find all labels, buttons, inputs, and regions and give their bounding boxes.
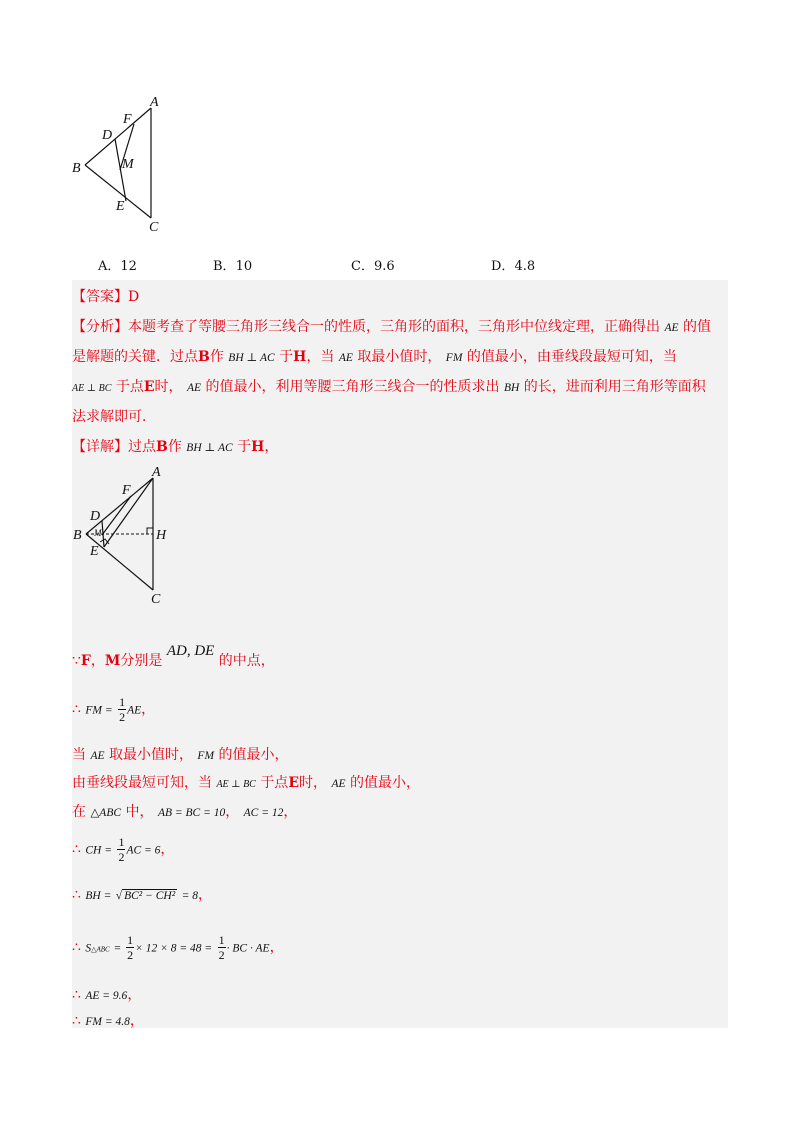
analysis-label: 【分析】: [72, 319, 128, 335]
math-ae-perp-bc: AE ⊥ BC: [72, 383, 112, 394]
step-text: 时，: [298, 775, 327, 791]
analysis-text: 取最小值时，: [357, 349, 442, 365]
step-text: ，: [90, 653, 105, 669]
analysis-text: 的值最小，利用等腰三角形三线合一的性质求出: [205, 379, 500, 395]
step-text: 于点: [260, 775, 289, 791]
option-a[interactable]: [98, 255, 137, 274]
step-text: 中，: [125, 804, 154, 820]
analysis-line-3: [72, 376, 706, 396]
step-9: [72, 984, 141, 1004]
detail-text: ，: [264, 439, 279, 455]
math-ae: AE: [186, 382, 202, 394]
math-s-sub: △ABC: [91, 945, 110, 954]
step-text: 当: [72, 747, 86, 763]
label-H: H: [156, 528, 167, 543]
option-letter: A．: [98, 259, 121, 274]
option-d[interactable]: [491, 255, 535, 274]
math-ae: AE: [90, 750, 105, 762]
denominator: 2: [119, 710, 126, 724]
comma: ，: [198, 887, 213, 903]
step-text: 的中点，: [218, 653, 275, 669]
therefore-symbol: ∴: [72, 1013, 81, 1029]
because-symbol: ∵: [72, 653, 81, 669]
comma: ，: [269, 939, 284, 956]
figure-1: [60, 90, 180, 240]
step-text: 由垂线段最短可知，当: [72, 775, 212, 791]
math-bh-perp-ac: BH ⊥ AC: [186, 442, 233, 454]
label-B: B: [72, 161, 81, 176]
option-value: 4.8: [514, 259, 536, 274]
math-ab-bc: AB = BC = 10: [157, 807, 226, 819]
math-bh: BH: [503, 382, 520, 394]
therefore-symbol: ∴: [72, 987, 81, 1003]
option-value: 9.6: [373, 259, 395, 274]
detail-text: 过点: [128, 439, 156, 455]
analysis-text: ，当: [306, 349, 335, 365]
therefore-symbol: ∴: [72, 939, 81, 956]
math-triangle-abc: △ABC: [90, 807, 122, 819]
label-A: A: [152, 465, 161, 480]
math-area-mid: × 12 × 8 = 48 =: [135, 942, 213, 955]
math-fm: FM: [197, 750, 215, 762]
analysis-text: 是解题的关键．过点: [72, 349, 198, 365]
point-m: M: [104, 653, 121, 669]
step-text: 在: [72, 804, 86, 820]
point-e: E: [143, 379, 155, 395]
math-ae: AE: [127, 704, 142, 717]
denominator: 2: [118, 850, 125, 864]
math-ac: AC = 12: [243, 807, 284, 819]
numerator: 1: [127, 933, 134, 947]
answer-value: D: [128, 289, 140, 305]
analysis-text: 作: [209, 349, 224, 365]
right-angle-h: [147, 528, 153, 534]
label-C: C: [149, 220, 159, 235]
numerator: 1: [218, 933, 225, 947]
denominator: 2: [218, 948, 225, 962]
math-area-end: · BC · AE: [226, 942, 270, 955]
denominator: 2: [127, 948, 134, 962]
comma: ，: [283, 804, 298, 820]
therefore-symbol: ∴: [72, 701, 81, 718]
label-A: A: [150, 95, 159, 110]
math-ae-perp-bc: AE ⊥ BC: [216, 779, 256, 790]
math-bh-eq: BH =: [85, 890, 112, 902]
analysis-text: 于: [279, 349, 294, 365]
point-h: H: [293, 349, 307, 365]
math-s: S: [85, 942, 92, 955]
math-fm: FM: [445, 352, 463, 364]
step-text: 取最小值时，: [108, 747, 193, 763]
answer-label: 【答案】: [72, 289, 128, 305]
point-e: E: [288, 775, 299, 791]
step-text: 的值最小，: [349, 775, 420, 791]
math-ad-de: AD, DE: [166, 643, 215, 659]
answer-options: [98, 255, 658, 275]
option-letter: D．: [491, 259, 515, 274]
analysis-text: 时，: [154, 379, 183, 395]
label-F: F: [123, 112, 132, 127]
option-letter: C．: [351, 259, 374, 274]
analysis-text: 本题考查了等腰三角形三线合一的性质，三角形的面积，三角形中位线定理，正确得出: [128, 319, 660, 335]
label-M: M: [122, 157, 134, 172]
comma: ，: [141, 701, 156, 718]
math-ch-eq: CH =: [85, 844, 112, 857]
math-ac-6: AC = 6: [126, 844, 161, 857]
label-F: F: [122, 483, 131, 498]
math-eq-8: = 8: [181, 890, 199, 902]
math-fm-eq: FM =: [85, 704, 113, 717]
comma: ，: [129, 1013, 144, 1029]
triangle-figure-2: [72, 464, 192, 607]
analysis-text: 于点: [115, 379, 144, 395]
detail-text: 作: [167, 439, 182, 455]
point-b: B: [156, 439, 168, 455]
step-text: 的值最小，: [218, 747, 289, 763]
comma: ，: [225, 804, 240, 820]
answer-line: [72, 286, 139, 306]
analysis-text: 法求解即可．: [72, 409, 156, 425]
fraction-half: [126, 934, 134, 961]
label-C: C: [151, 592, 161, 607]
step-2: [72, 696, 155, 723]
comma: ，: [127, 987, 142, 1003]
label-D: D: [90, 509, 101, 524]
analysis-line-4: [72, 406, 156, 426]
math-bh-perp-ac: BH ⊥ AC: [228, 352, 275, 364]
numerator: 1: [118, 835, 125, 849]
math-fm-val: FM = 4.8: [85, 1016, 130, 1028]
therefore-symbol: ∴: [72, 841, 81, 858]
math-ae: AE: [331, 778, 346, 790]
analysis-text: 的长，进而利用三角形等面积: [523, 379, 706, 395]
figure-2: [72, 464, 192, 607]
step-10: [72, 1010, 144, 1030]
sqrt-symbol: √: [115, 890, 123, 902]
step-text: 分别是: [120, 653, 163, 669]
step-5: [72, 801, 297, 821]
point-h: H: [251, 439, 265, 455]
option-b[interactable]: [213, 255, 252, 274]
detail-label: 【详解】: [72, 439, 128, 455]
option-value: 12: [120, 259, 137, 274]
segment-BC: [86, 534, 153, 590]
triangle-figure-1: [60, 90, 180, 240]
math-ae-val: AE = 9.6: [85, 990, 128, 1002]
label-E: E: [90, 544, 99, 559]
option-value: 10: [235, 259, 253, 274]
step-8: ∴ S△ABC = $\frac{1}{2}$ × 12 × 8 = 48 = $\frac{1}{2}$ · BC · AE，: [72, 933, 284, 962]
point-f: F: [80, 653, 91, 669]
step-6: [72, 836, 174, 863]
analysis-text: 的值最小，由垂线段最短可知，当: [466, 349, 677, 365]
option-c[interactable]: [351, 255, 395, 274]
fraction-half: [117, 836, 125, 863]
fraction-half: [118, 696, 126, 723]
label-E: E: [116, 199, 125, 214]
point-b: B: [198, 349, 210, 365]
therefore-symbol: ∴: [72, 887, 81, 903]
comma: ，: [160, 841, 175, 858]
step-1: [72, 643, 275, 670]
fraction-half: [218, 934, 226, 961]
label-B: B: [73, 528, 82, 543]
label-D: D: [102, 128, 113, 143]
analysis-text: 的值: [682, 319, 711, 335]
math-ae: AE: [338, 352, 353, 364]
step-4: [72, 772, 420, 792]
detail-text: 于: [237, 439, 252, 455]
numerator: 1: [119, 695, 126, 709]
detail-line-1: [72, 436, 278, 456]
label-M: M: [94, 528, 102, 538]
sqrt-body: BC² − CH²: [124, 890, 176, 902]
analysis-line-2: [72, 346, 677, 366]
analysis-line-1: [72, 316, 711, 336]
step-3: [72, 744, 288, 764]
step-7: [72, 884, 212, 904]
math-ae: AE: [664, 322, 679, 334]
option-letter: B．: [213, 259, 236, 274]
solution-panel: [72, 280, 728, 1028]
